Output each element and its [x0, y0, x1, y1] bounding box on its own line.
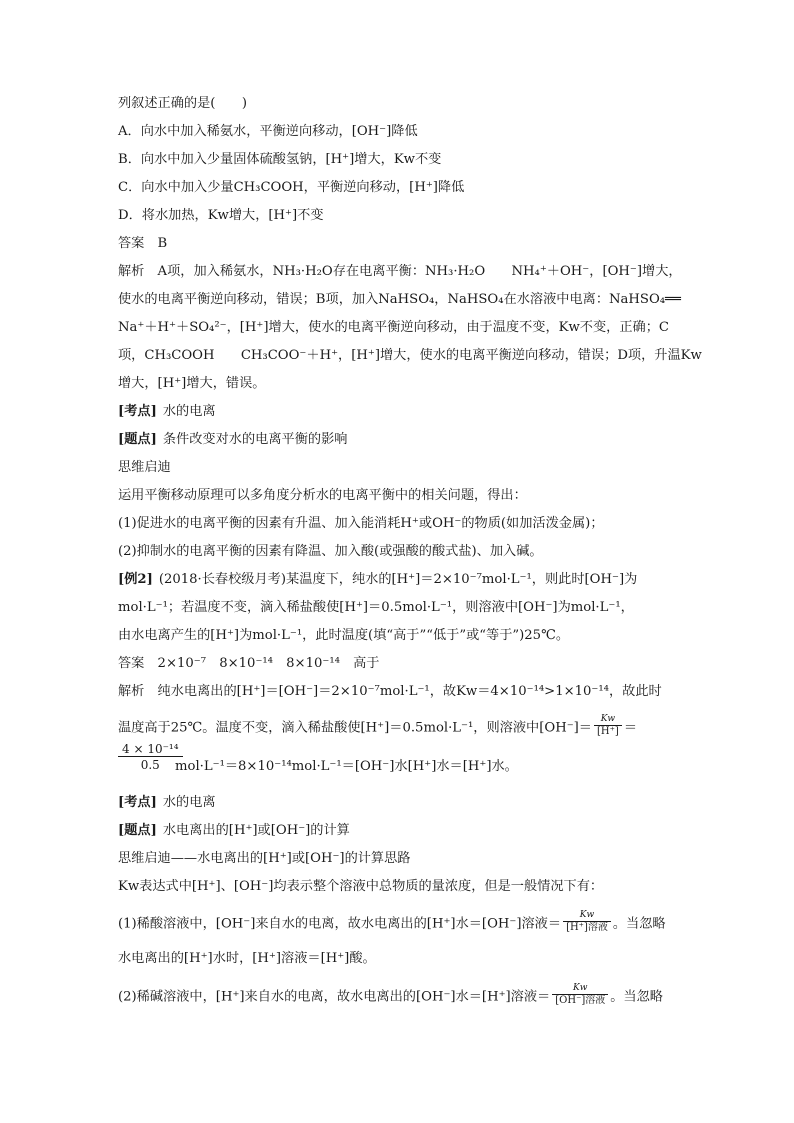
kw-over-h-solution-fraction — [563, 910, 611, 934]
think-2-text-2b: 。当忽略 — [612, 916, 666, 932]
tidian-text: 水电离出的[H⁺]或[OH⁻]的计算 — [162, 823, 350, 838]
kw-over-oh-solution-fraction — [552, 983, 608, 1007]
tidian-1 — [118, 431, 347, 449]
kaodian-1 — [118, 403, 216, 421]
example-2-line-3: 由水电离产生的[H⁺]为mol·L⁻¹，此时温度(填“高于”“低于”或“等于”)25℃。 — [118, 628, 570, 643]
explanation-2-line-3: mol·L⁻¹＝8×10⁻¹⁴mol·L⁻¹＝[OH⁻]水[H⁺]水＝[H⁺]水。 — [175, 759, 518, 774]
explanation-1-line-4: 项，CH₃COOH CH₃COO⁻＋H⁺，[H⁺]增大，使水的电离平衡逆向移动，错误；D项，升温Kw — [118, 348, 702, 363]
fraction-denominator: [H⁺]溶液 — [563, 921, 611, 934]
think-title-2: 思维启迪——水电离出的[H⁺]或[OH⁻]的计算思路 — [118, 851, 411, 866]
example-2-line-2: mol·L⁻¹；若温度不变，滴入稀盐酸使[H⁺]＝0.5mol·L⁻¹，则溶液中[OH⁻]为mol·L⁻¹， — [118, 600, 634, 615]
fraction-numerator: Kw — [600, 714, 616, 724]
fraction-numerator: Kw — [573, 983, 588, 993]
explanation-2-line-2 — [118, 716, 637, 740]
calc-fraction-denominator: 0.5 — [118, 756, 183, 773]
equals-sign: ＝ — [623, 720, 637, 736]
kaodian-text: 水的电离 — [162, 404, 216, 419]
think-2-line-3: 水电离出的[H⁺]水时，[H⁺]溶液＝[H⁺]酸。 — [118, 951, 376, 966]
fraction-denominator: [H⁺] — [594, 725, 622, 738]
example-2-text-1: (2018·长春校级月考)某温度下，纯水的[H⁺]＝2×10⁻⁷mol·L⁻¹，则此时[OH⁻]为 — [158, 572, 638, 587]
question-stem: 列叙述正确的是( ) — [118, 96, 247, 111]
fraction-numerator: Kw — [579, 910, 595, 920]
explanation-1-line-2: 使水的电离平衡逆向移动，错误；B项，加入NaHSO₄，NaHSO₄在水溶液中电离：NaHSO₄══ — [118, 292, 681, 307]
kaodian-tag: [考点] — [118, 404, 157, 419]
explanation-2-line-1: 解析 纯水电离出的[H⁺]＝[OH⁻]＝2×10⁻⁷mol·L⁻¹，故Kw＝4×10⁻¹⁴>1×10⁻¹⁴，故此时 — [118, 684, 662, 699]
think-1-line-1: 运用平衡移动原理可以多角度分析水的电离平衡中的相关问题，得出： — [118, 488, 527, 503]
option-a: A．向水中加入稀氨水，平衡逆向移动，[OH⁻]降低 — [118, 124, 418, 139]
kaodian-2 — [118, 794, 216, 812]
think-2-text-4a: (2)稀碱溶液中，[H⁺]来自水的电离，故水电离出的[OH⁻]水＝[H⁺]溶液＝ — [118, 989, 551, 1005]
example-tag: [例2] — [118, 572, 153, 587]
kw-over-h-fraction — [594, 714, 622, 738]
example-2-line-1 — [118, 571, 637, 589]
explanation-1-line-5: 增大，[H⁺]增大，错误。 — [118, 376, 266, 391]
think-2-line-4 — [118, 985, 663, 1009]
kaodian-text: 水的电离 — [162, 795, 216, 810]
answer-2: 答案 2×10⁻⁷ 8×10⁻¹⁴ 8×10⁻¹⁴ 高于 — [118, 656, 380, 671]
tidian-2 — [118, 822, 350, 840]
explanation-2-text-2: 温度高于25℃。温度不变，滴入稀盐酸使[H⁺]＝0.5mol·L⁻¹，则溶液中[OH⁻]＝ — [118, 720, 592, 736]
kaodian-tag: [考点] — [118, 795, 157, 810]
think-2-line-2 — [118, 912, 666, 936]
option-c: C．向水中加入少量CH₃COOH，平衡逆向移动，[H⁺]降低 — [118, 180, 465, 195]
calc-fraction-numerator: 4 × 10⁻¹⁴ — [122, 742, 179, 756]
explanation-1-line-3: Na⁺＋H⁺＋SO₄²⁻，[H⁺]增大，使水的电离平衡逆向移动，由于温度不变，Kw不变，正确；C — [118, 320, 669, 335]
explanation-1-line-1: 解析 A项，加入稀氨水，NH₃·H₂O存在电离平衡：NH₃·H₂O NH₄⁺＋OH⁻，[OH⁻]增大， — [118, 264, 682, 279]
think-1-line-3: (2)抑制水的电离平衡的因素有降温、加入酸(或强酸的酸式盐)、加入碱。 — [118, 544, 543, 559]
think-2-line-1: Kw表达式中[H⁺]、[OH⁻]均表示整个溶液中总物质的量浓度，但是一般情况下有： — [118, 879, 604, 894]
think-1-line-2: (1)促进水的电离平衡的因素有升温、加入能消耗H⁺或OH⁻的物质(如加活泼金属)； — [118, 516, 604, 531]
fraction-denominator: [OH⁻]溶液 — [552, 994, 608, 1007]
tidian-text: 条件改变对水的电离平衡的影响 — [162, 432, 348, 447]
option-d: D．将水加热，Kw增大，[H⁺]不变 — [118, 208, 324, 223]
answer-1: 答案 B — [118, 236, 168, 251]
calc-fraction — [118, 742, 183, 773]
tidian-tag: [题点] — [118, 823, 157, 838]
think-2-text-2a: (1)稀酸溶液中，[OH⁻]来自水的电离，故水电离出的[H⁺]水＝[OH⁻]溶液＝ — [118, 916, 562, 932]
think-title-1: 思维启迪 — [118, 460, 171, 475]
option-b: B．向水中加入少量固体硫酸氢钠，[H⁺]增大，Kw不变 — [118, 152, 442, 167]
tidian-tag: [题点] — [118, 432, 157, 447]
think-2-text-4b: 。当忽略 — [610, 989, 663, 1005]
